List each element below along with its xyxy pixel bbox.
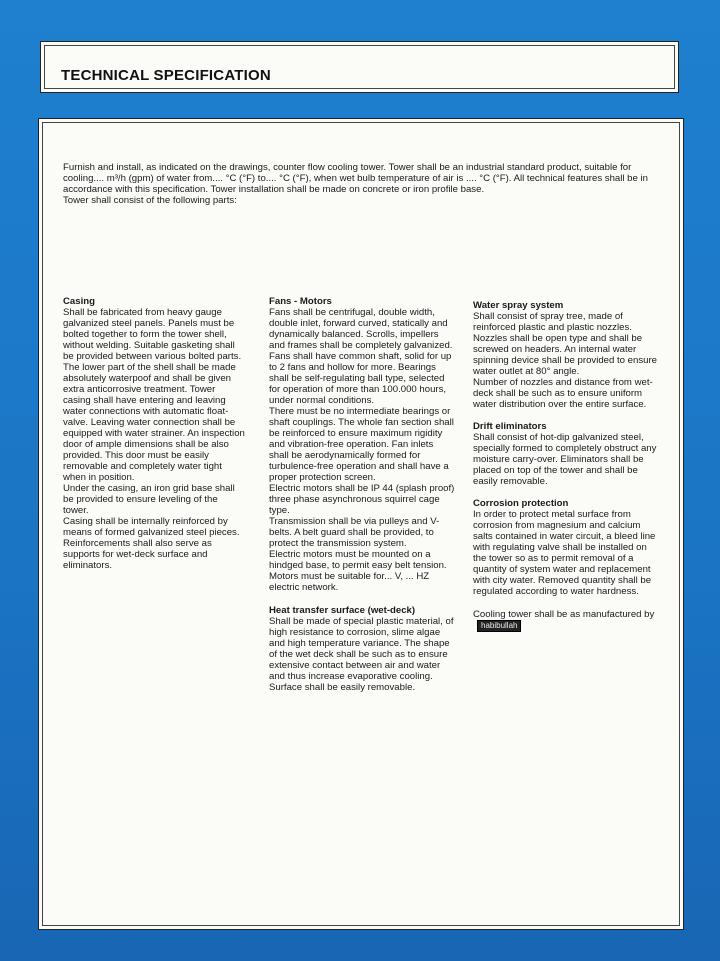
fans-text-6: Electric motors must be mounted on a hindged base, to permit easy belt tension. Motors must be suitable for... V, ... HZ electric network. [269,549,447,593]
content-panel [38,118,684,930]
spacer [269,593,455,605]
intro-section [63,162,663,206]
heat-text-1: Shall be made of special plastic material, of high resistance to corrosion, slime algae and high temperature variance. The shape of the wet deck shall be such as to ensure extensive contact between air and water and thus increase evaporative cooling. [269,616,454,682]
heat-text-2: Surface shall be easily removable. [269,682,416,693]
closing-line [473,609,659,632]
fans-text-4: Electric motors shall be IP 44 (splash proof) three phase asynchronous squirrel cage type. [269,483,455,516]
casing-text-1: Shall be fabricated from heavy gauge galvanized steel panels. Panels must be bolted together to form the tower shell, without welding. Suitable gasketing shall be provided between various bolted parts. The lower part of the shell shall be made absolutely waterpoof and shall be given extra anticorrosive treatment. Tower casing shall have entering and leaving water connections with automatic float-valve. Leaving water connection shall be equipped with water strainer. An inspection door of ample dimensions shall be also provided. This door must be easily removable and completely water tight when in position. [63,307,245,483]
spray-text-1: Shall consist of spray tree, made of reinforced plastic and plastic nozzles. Nozzles shall be open type and shall be screwed on headers. An internal water spinning device shall be provided to ensure water outlet at 80° angle. [473,311,658,377]
fans-text-3: There must be no intermediate bearings or shaft couplings. The whole fan section shall be reinforced to ensure maximum rigidity and vibration-free operation. Fan inlets shall be aerodynamically formed for turbulence-free operation and shall have a proper protection screen. [269,406,454,483]
casing-heading: Casing [63,296,95,307]
fans-text-2: Fans shall have common shaft, solid for up to 2 fans and hollow for more. Bearings shall be self-regulating ball type, selected for operation of more than 100.000 hours, under normal conditions. [269,351,452,406]
spacer [473,597,659,609]
spray-heading: Water spray system [473,300,564,311]
column-spray-drift-corrosion [473,300,659,632]
drift-text-1: Shall consist of hot-dip galvanized steel, specially formed to completely obstruct any moisture carry-over. Eliminators shall be placed on top of the tower and shall be easily removable. [473,432,657,487]
casing-text-2: Under the casing, an iron grid base shall be provided to ensure leveling of the tower. [63,483,235,516]
casing-text-3: Casing shall be internally reinforced by means of formed galvanized steel pieces. Reinforcements shall also serve as supports for wet-deck surface and eliminators. [63,516,240,571]
spacer [473,410,659,421]
intro-parts-line: Tower shall consist of the following parts: [63,195,237,206]
corrosion-heading: Corrosion protection [473,498,569,509]
drift-heading: Drift eliminators [473,421,547,432]
spacer [473,487,659,498]
manufacturer-logo: habibullah [477,620,521,632]
fans-text-1: Fans shall be centrifugal, double width, double inlet, forward curved, statically and dynamically balanced. Scrolls, impellers and frames shall be completely galvanized. [269,307,453,351]
corrosion-text-1: In order to protect metal surface from corrosion from magnesium and calcium salts contained in water circuit, a bleed line with regulating valve shall be installed on the tower so as to permit removal of a quantity of system water and replacement with city water. Removed quantity shall be regulated according to water hardness. [473,509,656,597]
column-fans-heat [269,296,455,693]
page-title: TECHNICAL SPECIFICATION [61,67,271,84]
title-panel [40,41,679,93]
closing-text: Cooling tower shall be as manufactured by [473,609,655,620]
fans-text-5: Transmission shall be via pulleys and V-belts. A belt guard shall be provided, to protect the transmission system. [269,516,440,549]
spray-text-2: Number of nozzles and distance from wet-deck shall be such as to ensure uniform water distribution over the entire surface. [473,377,653,410]
heat-heading: Heat transfer surface (wet-deck) [269,605,416,616]
column-casing [63,296,245,571]
fans-heading: Fans - Motors [269,296,332,307]
intro-paragraph: Furnish and install, as indicated on the drawings, counter flow cooling tower. Tower shall be an industrial standard product, suitable for cooling.... m³/h (gpm) of water from.... °C (°F) to.... °C (°F), when wet bulb temperature of air is .... °C (°F). All technical features shall be in accordance with this specification. Tower installation shall be made on concrete or iron profile base. [63,162,648,195]
